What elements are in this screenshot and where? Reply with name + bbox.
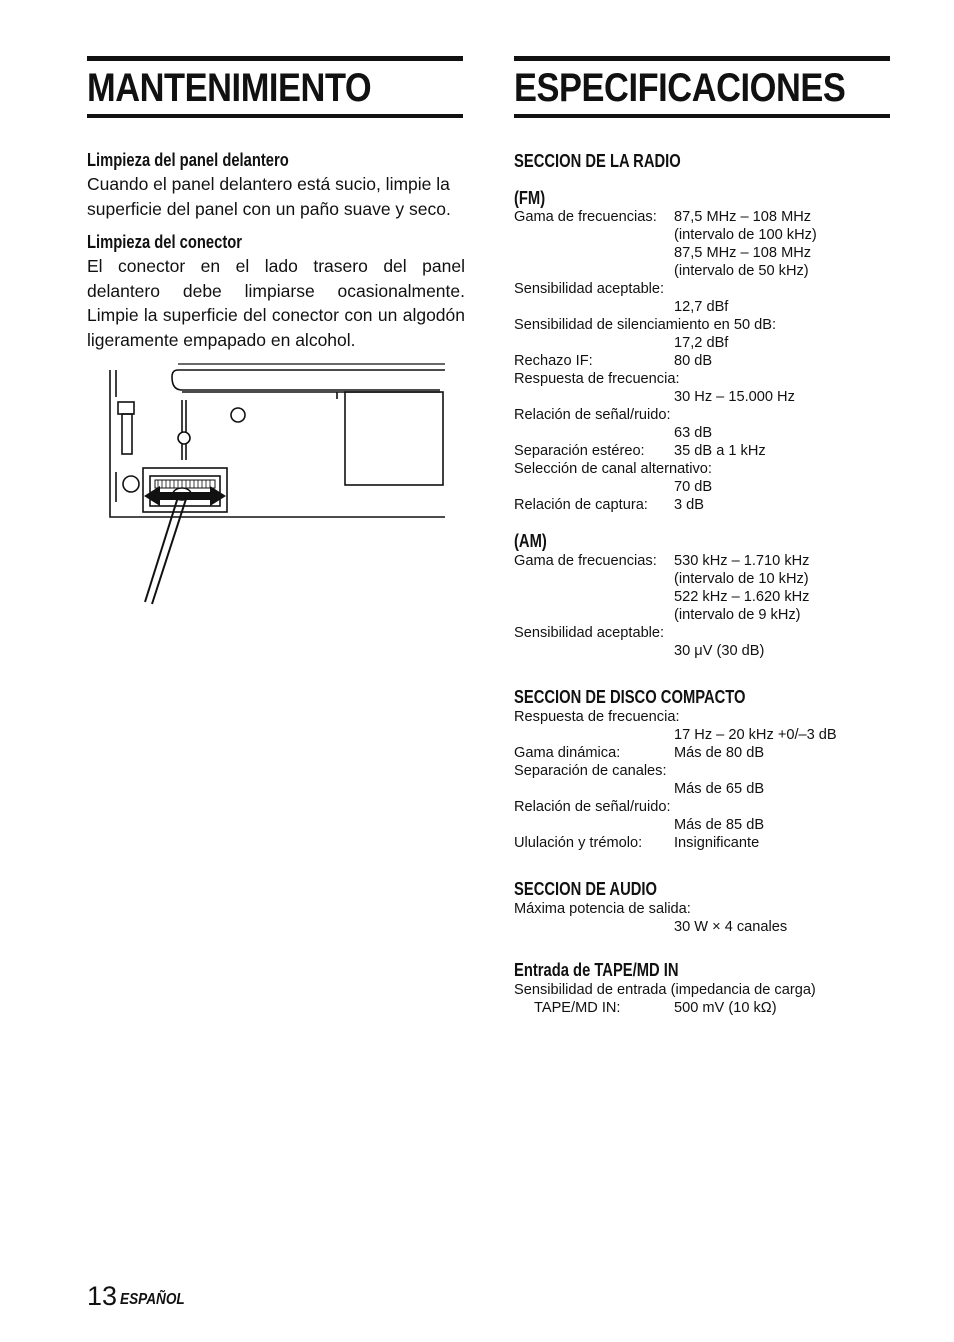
spec-label: Separación de canales: [514, 763, 667, 779]
spec-label: Sensibilidad de entrada (impedancia de carga) [514, 982, 816, 998]
spec-label: Relación de señal/ruido: [514, 407, 671, 423]
spec-value: 30 Hz – 15.000 Hz [674, 389, 795, 405]
spec-row [514, 424, 892, 442]
spec-value: Insignificante [674, 835, 760, 851]
spec-value: (intervalo de 50 kHz) [674, 263, 809, 279]
spec-label: Relación de señal/ruido: [514, 799, 671, 815]
fm-heading: (FM) [514, 188, 546, 208]
spec-label: Sensibilidad aceptable: [514, 281, 665, 297]
spec-value: 17,2 dBf [674, 335, 729, 351]
spec-row [514, 406, 892, 424]
spec-row [514, 624, 892, 642]
radio-section-heading: SECCION DE LA RADIO [514, 151, 681, 171]
spec-value: Más de 85 dB [674, 817, 765, 833]
page-number: 13 [87, 1281, 118, 1311]
spec-value: 80 dB [674, 353, 713, 369]
spec-label: Respuesta de frecuencia: [514, 371, 680, 387]
spec-row [514, 570, 892, 588]
spec-label: Relación de captura: [514, 497, 648, 513]
spec-row [514, 262, 892, 280]
spec-row [514, 816, 892, 834]
spec-value: 3 dB [674, 497, 705, 513]
panel-cleaning-heading: Limpieza del panel delantero [87, 150, 289, 170]
specs-title-rule-bottom [514, 114, 890, 118]
am-heading: (AM) [514, 531, 547, 551]
connector-cleaning-text: El conector en el lado trasero del panel delantero debe limpiarse ocasionalmente. Limpie la superficie del conector con un algodón ligeramente empapado en alcohol. [87, 256, 465, 350]
spec-label: Selección de canal alternativo: [514, 461, 712, 477]
spec-row [514, 780, 892, 798]
spec-value: (intervalo de 100 kHz) [674, 227, 817, 243]
spec-row [514, 708, 892, 726]
spec-value: 12,7 dBf [674, 299, 729, 315]
spec-value: 522 kHz – 1.620 kHz [674, 589, 810, 605]
specs-title: ESPECIFICACIONES [514, 66, 846, 110]
cd-section-heading: SECCION DE DISCO COMPACTO [514, 687, 746, 707]
spec-row [514, 642, 892, 660]
spec-row [514, 370, 892, 388]
tape-input-heading: Entrada de TAPE/MD IN [514, 960, 679, 980]
spec-row [514, 496, 892, 514]
panel-cleaning-text: Cuando el panel delantero está sucio, limpie la superficie del panel con un paño suave y seco. [87, 174, 451, 219]
specs-title-rule-top [514, 56, 890, 61]
spec-row [514, 478, 892, 496]
spec-row [514, 900, 892, 918]
connector-cleaning-diagram [100, 352, 450, 634]
spec-row [514, 442, 892, 460]
spec-value: 17 Hz – 20 kHz +0/–3 dB [674, 727, 837, 743]
spec-row [514, 280, 892, 298]
spec-label: Separación estéreo: [514, 443, 645, 459]
spec-row [514, 334, 892, 352]
spec-row [514, 798, 892, 816]
maintenance-title-rule-bottom [87, 114, 463, 118]
spec-row [514, 999, 892, 1017]
spec-value: 87,5 MHz – 108 MHz [674, 209, 812, 225]
spec-value: 30 W × 4 canales [674, 919, 788, 935]
spec-label: Respuesta de frecuencia: [514, 709, 680, 725]
spec-row [514, 762, 892, 780]
spec-row [514, 606, 892, 624]
spec-value: Más de 80 dB [674, 745, 765, 761]
spec-value: 35 dB a 1 kHz [674, 443, 766, 459]
spec-row [514, 744, 892, 762]
spec-row [514, 298, 892, 316]
spec-label: Gama dinámica: [514, 745, 621, 761]
spec-label: Sensibilidad de silenciamiento en 50 dB: [514, 317, 777, 333]
spec-label: Sensibilidad aceptable: [514, 625, 665, 641]
spec-row [514, 208, 892, 226]
spec-label: Ululación y trémolo: [514, 835, 643, 851]
spec-row [514, 552, 892, 570]
spec-label: Gama de frecuencias: [514, 553, 657, 569]
spec-label: TAPE/MD IN: [534, 1000, 621, 1016]
spec-row [514, 726, 892, 744]
audio-section-heading: SECCION DE AUDIO [514, 879, 657, 899]
spec-value: 63 dB [674, 425, 713, 441]
spec-row [514, 388, 892, 406]
spec-row [514, 316, 892, 334]
spec-row [514, 226, 892, 244]
spec-row [514, 588, 892, 606]
spec-value: 530 kHz – 1.710 kHz [674, 553, 810, 569]
connector-cleaning-heading: Limpieza del conector [87, 232, 243, 252]
spec-label: Gama de frecuencias: [514, 209, 657, 225]
spec-row [514, 244, 892, 262]
spec-value: (intervalo de 10 kHz) [674, 571, 809, 587]
spec-row [514, 460, 892, 478]
spec-row [514, 352, 892, 370]
spec-value: Más de 65 dB [674, 781, 765, 797]
spec-value: (intervalo de 9 kHz) [674, 607, 801, 623]
spec-row [514, 834, 892, 852]
spec-label: Rechazo IF: [514, 353, 593, 369]
spec-row [514, 981, 892, 999]
maintenance-title-rule-top [87, 56, 463, 61]
spec-label: Máxima potencia de salida: [514, 901, 691, 917]
maintenance-title: MANTENIMIENTO [87, 66, 372, 110]
spec-value: 87,5 MHz – 108 MHz [674, 245, 812, 261]
language-label: ESPAÑOL [120, 1291, 185, 1308]
spec-row [514, 918, 892, 936]
spec-value: 30 μV (30 dB) [674, 643, 765, 659]
spec-value: 500 mV (10 kΩ) [674, 1000, 777, 1016]
spec-value: 70 dB [674, 479, 713, 495]
